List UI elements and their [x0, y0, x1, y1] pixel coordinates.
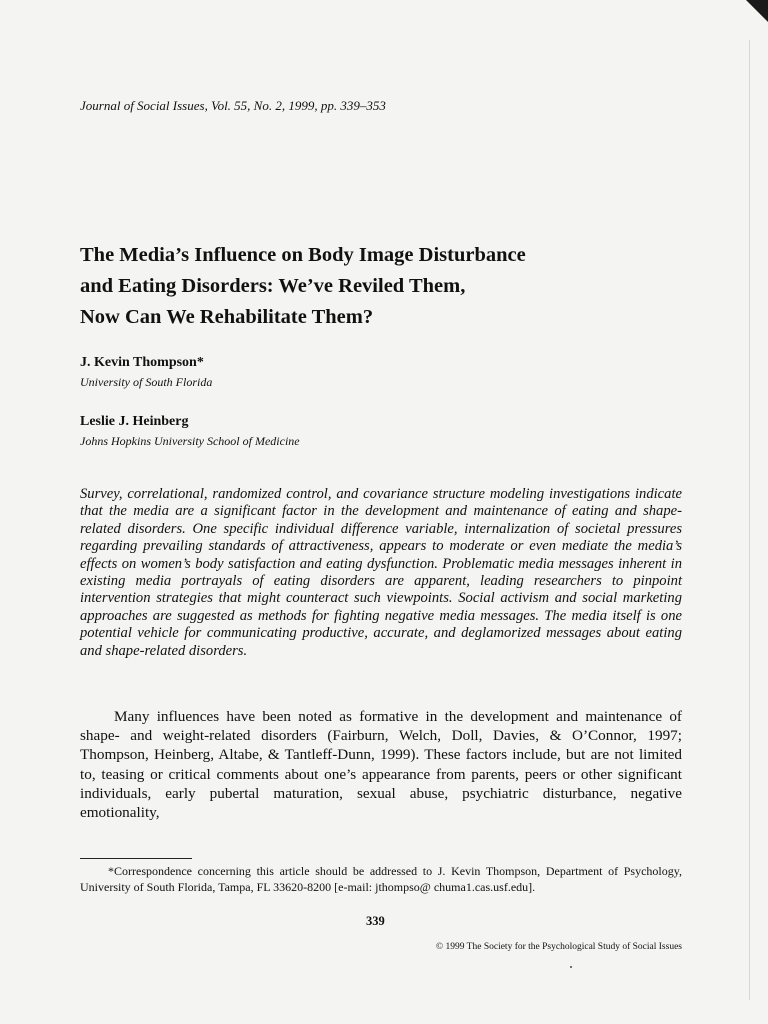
footnote: *Correspondence concerning this article should be addressed to J. Kevin Thompson, Department of Psychology, University of South Florida, Tampa, FL 33620-8200 [e-mail: jthompso@ chuma1.cas.usf.edu].	[80, 864, 682, 894]
author-name: Leslie J. Heinberg	[80, 414, 189, 429]
article-title	[80, 240, 700, 333]
scan-speck	[570, 966, 572, 968]
copyright-notice: © 1999 The Society for the Psychological Study of Social Issues	[435, 942, 682, 952]
corner-fold	[746, 0, 768, 22]
title-line: The Media’s Influence on Body Image Disturbance	[80, 244, 526, 266]
author-affiliation: Johns Hopkins University School of Medicine	[80, 434, 300, 448]
title-line: and Eating Disorders: We’ve Reviled Them,	[80, 275, 466, 297]
abstract: Survey, correlational, randomized control, and covariance structure modeling investigations indicate that the media are a significant factor in the development and maintenance of eating and shape-related disorders. One specific individual difference variable, internalization of societal pressures regarding prevailing standards of attractiveness, appears to moderate or even mediate the media’s effects on women’s body satisfaction and eating dysfunction. Problematic media messages inherent in existing media portrayals of eating disorders are apparent, leading researchers to pinpoint intervention strategies that might counteract such viewpoints. Social activism and social marketing approaches are suggested as methods for fighting negative media messages. The media itself is one potential vehicle for communicating productive, accurate, and deglamorized messages about eating and shape-related disorders.	[80, 486, 682, 659]
journal-reference: Journal of Social Issues, Vol. 55, No. 2, 1999, pp. 339–353	[80, 98, 386, 113]
footnote-divider	[80, 858, 192, 859]
title-line: Now Can We Rehabilitate Them?	[80, 306, 374, 328]
author-affiliation: University of South Florida	[80, 375, 213, 389]
page-number: 339	[366, 914, 385, 928]
body-paragraph: Many influences have been noted as formative in the development and maintenance of shape- and weight-related disorders (Fairburn, Welch, Doll, Davies, & O’Connor, 1997; Thompson, Heinberg, Altabe, & Tantleff-Dunn, 1999). These factors include, but are not limited to, teasing or critical comments about one’s appearance from parents, peers or other significant individuals, early pubertal maturation, sexual abuse, psychiatric disturbance, negative emotionality,	[80, 708, 682, 822]
author-name: J. Kevin Thompson*	[80, 355, 204, 370]
scan-edge-line	[749, 40, 750, 1000]
